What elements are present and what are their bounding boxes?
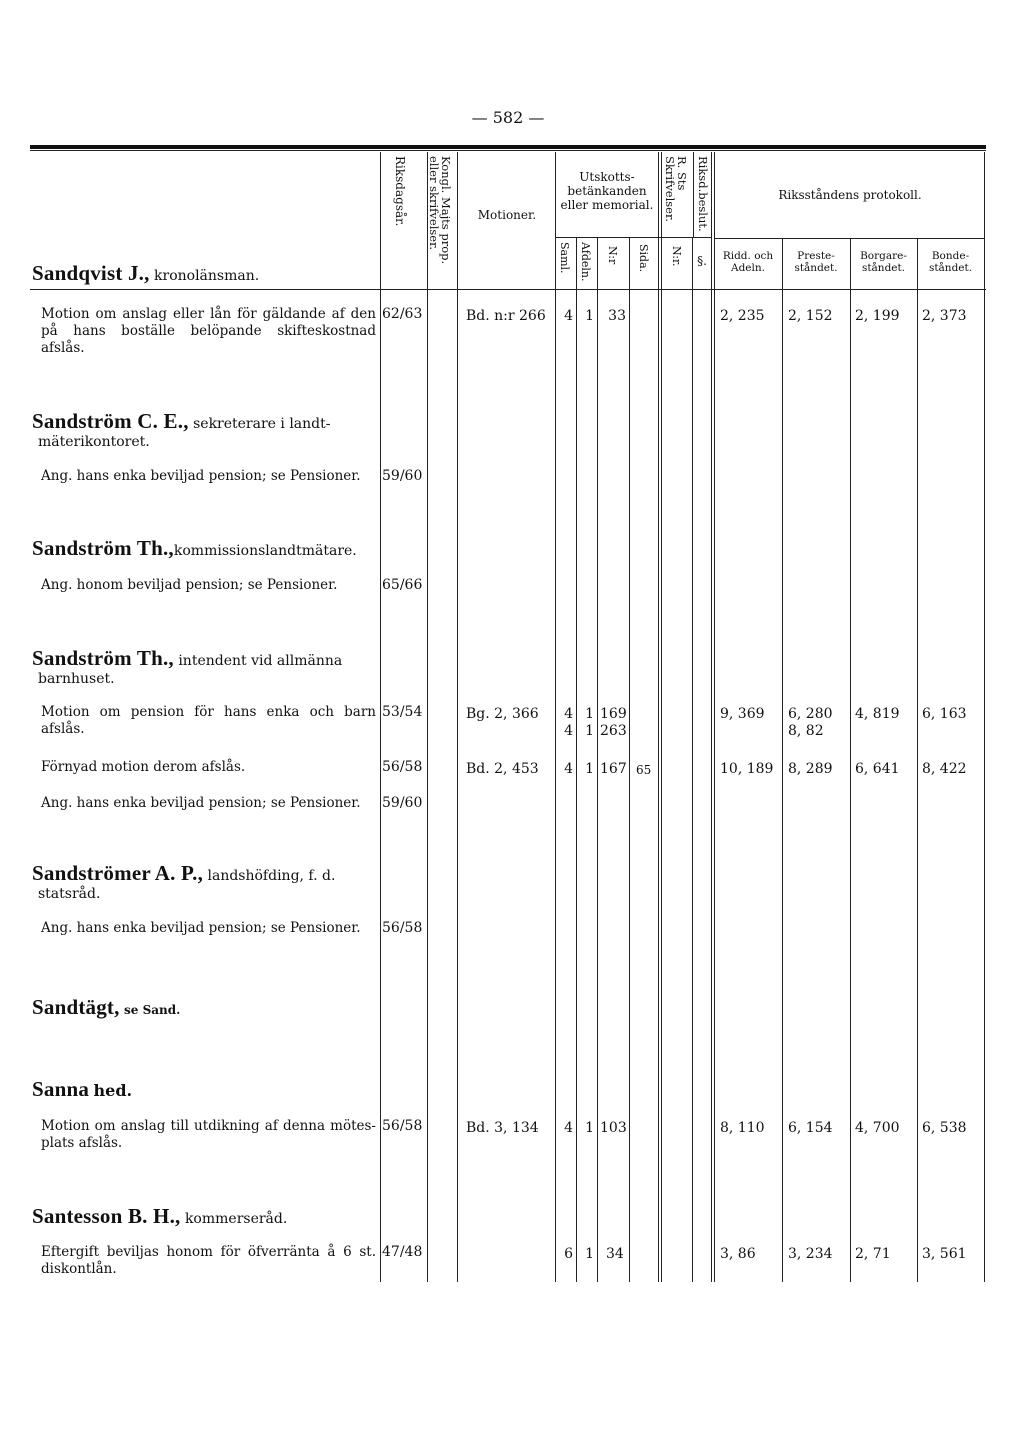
row-nr: 103 <box>600 1120 627 1136</box>
row-bonde: 6, 538 <box>922 1120 967 1136</box>
header-kongl-prop: Kongl. Majts prop. eller skrifvelser. <box>427 156 453 265</box>
entry-heading: Sandtägt, se Sand. <box>32 995 181 1019</box>
row-bonde: 3, 561 <box>922 1246 967 1262</box>
subheader-saml: Saml. <box>558 242 571 274</box>
entry-heading: Sandström Th., intendent vid allmänna barnhuset. <box>32 646 343 687</box>
row-description: Motion om pension för hans enka och barn afslås. <box>41 704 376 737</box>
page-number: — 582 — <box>471 108 545 127</box>
row-year: 53/54 <box>382 704 423 720</box>
row-saml: 4 <box>564 761 573 777</box>
row-motion: Bd. n:r 266 <box>466 308 546 324</box>
row-preste: 6, 154 <box>788 1120 833 1136</box>
row-description: Ang. hans enka beviljad pension; se Pensioner. <box>41 795 361 811</box>
row-year: 65/66 <box>382 577 423 593</box>
subheader-bonde: Bonde- ståndet. <box>928 250 973 274</box>
entry-heading: Santesson B. H., kommerseråd. <box>32 1204 288 1228</box>
row-description: Ang. hans enka beviljad pension; se Pensioner. <box>41 920 361 936</box>
row-description: Förnyad motion derom afslås. <box>41 759 246 775</box>
row-year: 59/60 <box>382 468 423 484</box>
row-description: Eftergift beviljas honom för öfverränta å 6 st. diskontlån. <box>41 1244 376 1277</box>
entry-heading: Sandström C. E., sekreterare i landt- mäterikontoret. <box>32 409 331 450</box>
row-nr: 34 <box>606 1246 624 1262</box>
row-description: Motion om anslag eller lån för gäldande af den på hans boställe belöpande skifteskostnad afslås. <box>41 306 376 356</box>
row-bonde: 6, 163 <box>922 706 967 722</box>
row-afdeln: 1 <box>585 761 594 777</box>
top-rule <box>30 145 986 149</box>
header-rsts: R. Sts Skrifvelser. <box>663 156 689 222</box>
header-utskotts: Utskotts- betänkanden eller memorial. <box>560 170 654 212</box>
header-riksdagsar: Riksdagsår. <box>393 156 407 227</box>
subheader-borgare: Borgare- ståndet. <box>860 250 907 274</box>
row-year: 56/58 <box>382 920 423 936</box>
row-ridd: 3, 86 <box>720 1246 756 1262</box>
row-ridd: 10, 189 <box>720 761 774 777</box>
row-description: Ang. honom beviljad pension; se Pensioner. <box>41 577 338 593</box>
subheader-sida: Sida. <box>637 244 650 273</box>
row-sida: 65 <box>636 763 652 777</box>
entry-heading: Sandström Th.,kommissionslandtmätare. <box>32 536 357 560</box>
subheader-preste: Preste- ståndet. <box>794 250 838 274</box>
row-year: 59/60 <box>382 795 423 811</box>
row-year: 56/58 <box>382 759 423 775</box>
row-preste: 8, 289 <box>788 761 833 777</box>
row-saml: 4 <box>564 1120 573 1136</box>
row-motion: Bd. 2, 453 <box>466 761 539 777</box>
row-afdeln: 1 <box>585 1120 594 1136</box>
row-saml: 4 4 <box>564 706 573 739</box>
row-bonde: 2, 373 <box>922 308 967 324</box>
row-nr: 169 263 <box>600 706 627 739</box>
entry-heading: Sandqvist J., kronolänsman. <box>32 261 260 285</box>
row-saml: 4 <box>564 308 573 324</box>
row-preste: 6, 280 8, 82 <box>788 706 833 739</box>
subheader-afdeln: Afdeln. <box>579 242 592 282</box>
entry-heading: Sanna hed. <box>32 1077 133 1101</box>
row-bonde: 8, 422 <box>922 761 967 777</box>
row-nr: 167 <box>600 761 627 777</box>
subheader-rsts-nr: N:r. <box>670 246 683 267</box>
row-afdeln: 1 <box>585 308 594 324</box>
row-borgare: 6, 641 <box>855 761 900 777</box>
subheader-ridd: Ridd. och Adeln. <box>722 250 774 274</box>
row-ridd: 9, 369 <box>720 706 765 722</box>
row-ridd: 2, 235 <box>720 308 765 324</box>
entry-heading: Sandströmer A. P., landshöfding, f. d. statsråd. <box>32 861 336 902</box>
subheader-nr: N:r <box>606 246 619 265</box>
row-borgare: 2, 71 <box>855 1246 891 1262</box>
row-year: 47/48 <box>382 1244 423 1260</box>
row-preste: 3, 234 <box>788 1246 833 1262</box>
row-borgare: 2, 199 <box>855 308 900 324</box>
row-motion: Bd. 3, 134 <box>466 1120 539 1136</box>
row-afdeln: 1 1 <box>585 706 594 739</box>
row-preste: 2, 152 <box>788 308 833 324</box>
row-ridd: 8, 110 <box>720 1120 765 1136</box>
row-description: Ang. hans enka beviljad pension; se Pensioner. <box>41 468 361 484</box>
row-saml: 6 <box>564 1246 573 1262</box>
header-riksdbeslut: Riksd.beslut. <box>696 156 710 232</box>
row-borgare: 4, 700 <box>855 1120 900 1136</box>
subheader-paragraph: §. <box>697 254 707 268</box>
header-riksstandens: Riksståndens protokoll. <box>778 188 922 202</box>
row-borgare: 4, 819 <box>855 706 900 722</box>
row-motion: Bg. 2, 366 <box>466 706 539 722</box>
header-motioner: Motioner. <box>477 208 537 222</box>
row-year: 62/63 <box>382 306 423 322</box>
row-year: 56/58 <box>382 1118 423 1134</box>
row-afdeln: 1 <box>585 1246 594 1262</box>
row-nr: 33 <box>608 308 626 324</box>
row-description: Motion om anslag till utdikning af denna mötes- plats afslås. <box>41 1118 376 1151</box>
